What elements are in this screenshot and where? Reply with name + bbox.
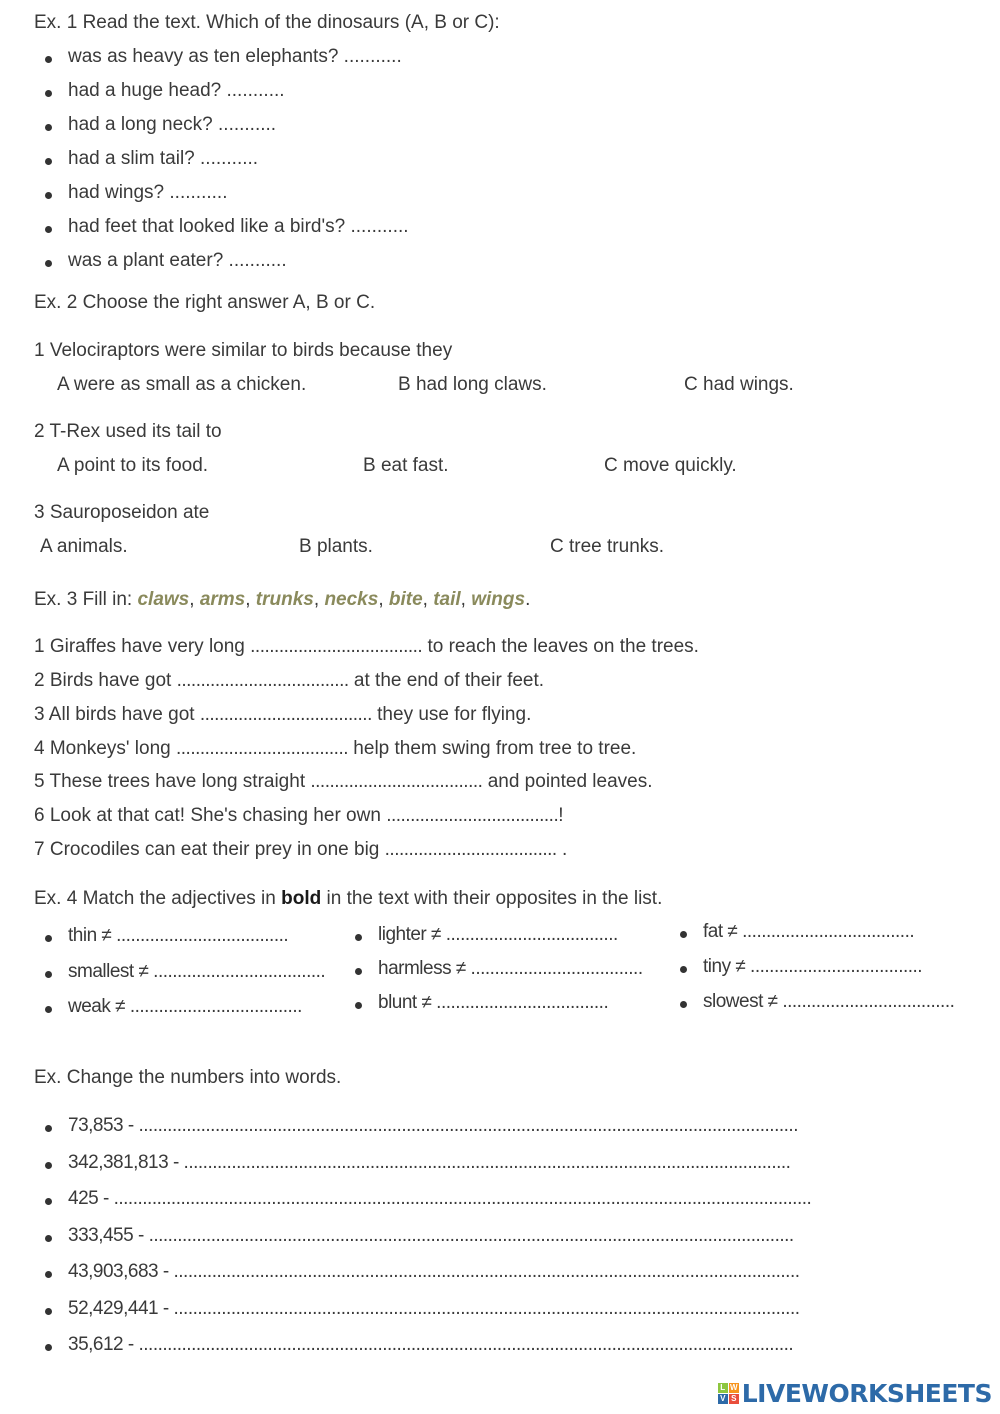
ex2-q1-option-b: B had long claws. — [398, 374, 547, 395]
ex2-q3-stem: 3 Sauroposeidon ate — [34, 502, 210, 523]
bullet-icon — [45, 56, 52, 63]
bullet-icon — [45, 158, 52, 165]
opposite-item[interactable]: weak ≠ .................................... — [68, 996, 302, 1017]
ex3-title: Ex. 3 Fill in: claws, arms, trunks, necks, bite, tail, wings. — [34, 589, 531, 610]
number-item[interactable]: 342,381,813 - ............................................................................................................................... — [68, 1152, 791, 1173]
list-item: had wings? ........... — [68, 182, 228, 203]
list-item: was a plant eater? ........... — [68, 250, 287, 271]
ex2-q2-option-c: C move quickly. — [604, 455, 737, 476]
ex1-title: Ex. 1 Read the text. Which of the dinosaurs (A, B or C): — [34, 12, 500, 33]
logo-text: LIVEWORKSHEETS — [741, 1378, 992, 1408]
ex2-q3-option-a: A animals. — [40, 536, 128, 557]
ex2-q2-stem: 2 T-Rex used its tail to — [34, 421, 222, 442]
opposite-item[interactable]: tiny ≠ .................................... — [703, 956, 923, 977]
bullet-icon — [355, 968, 362, 975]
bullet-icon — [45, 1344, 52, 1351]
bullet-icon — [45, 124, 52, 131]
bullet-icon — [45, 90, 52, 97]
word-bank-item: bite — [388, 589, 423, 610]
fill-sentence: 7 Crocodiles can eat their prey in one big .................................... . — [34, 839, 568, 860]
ex5-title: Ex. Change the numbers into words. — [34, 1067, 342, 1088]
word-bank-item: trunks — [255, 589, 314, 610]
bullet-icon — [45, 1271, 52, 1278]
ex2-q2-option-a: A point to its food. — [57, 455, 209, 476]
number-item[interactable]: 425 - .................................................................................................................................................. — [68, 1188, 812, 1209]
word-bank-item: necks — [324, 589, 379, 610]
opposite-item[interactable]: harmless ≠ .................................... — [378, 958, 643, 979]
word-bank-item: wings — [471, 589, 526, 610]
fill-sentence: 4 Monkeys' long .................................... help them swing from tree to tree. — [34, 738, 637, 759]
opposite-item[interactable]: slowest ≠ .................................... — [703, 991, 955, 1012]
fill-sentence: 3 All birds have got .................................... they use for flying. — [34, 704, 532, 725]
number-item[interactable]: 43,903,683 - ................................................................................................................................... — [68, 1261, 800, 1282]
answer-blank[interactable]: .................................... — [250, 636, 423, 657]
bullet-icon — [680, 1001, 687, 1008]
bullet-icon — [45, 1308, 52, 1315]
bullet-icon — [45, 260, 52, 267]
ex2-q1-stem: 1 Velociraptors were similar to birds because they — [34, 340, 453, 361]
logo-mark-icon: L W V S — [718, 1383, 739, 1404]
number-item[interactable]: 73,853 - .......................................................................................................................................... — [68, 1115, 798, 1136]
number-item[interactable]: 52,429,441 - ................................................................................................................................... — [68, 1298, 800, 1319]
ex2-q3-option-c: C tree trunks. — [550, 536, 665, 557]
bullet-icon — [45, 1235, 52, 1242]
bullet-icon — [45, 971, 52, 978]
bullet-icon — [680, 931, 687, 938]
fill-sentence: 5 These trees have long straight .................................... and pointed leaves. — [34, 771, 653, 792]
bullet-icon — [45, 1125, 52, 1132]
bullet-icon — [45, 1006, 52, 1013]
ex2-q1-option-a: A were as small as a chicken. — [57, 374, 307, 395]
ex2-q2-option-b: B eat fast. — [363, 455, 449, 476]
list-item: had a slim tail? ........... — [68, 148, 259, 169]
word-bank-item: tail — [433, 589, 461, 610]
fill-sentence: 1 Giraffes have very long .................................... to reach the leaves on the trees. — [34, 636, 699, 657]
opposite-item[interactable]: lighter ≠ .................................... — [378, 924, 618, 945]
opposite-item[interactable]: fat ≠ .................................... — [703, 921, 915, 942]
answer-blank[interactable]: .................................... — [386, 805, 559, 826]
opposite-item[interactable]: thin ≠ .................................... — [68, 925, 289, 946]
word-bank-item: claws — [137, 589, 190, 610]
ex4-title: Ex. 4 Match the adjectives in bold in the text with their opposites in the list. — [34, 888, 663, 909]
list-item: had a huge head? ........... — [68, 80, 285, 101]
ex2-title: Ex. 2 Choose the right answer A, B or C. — [34, 292, 376, 313]
answer-blank[interactable]: .................................... — [175, 738, 349, 759]
bullet-icon — [45, 226, 52, 233]
bullet-icon — [355, 934, 362, 941]
answer-blank[interactable]: .................................... — [199, 704, 372, 725]
bullet-icon — [45, 1162, 52, 1169]
number-item[interactable]: 333,455 - ....................................................................................................................................... — [68, 1225, 794, 1246]
answer-blank[interactable]: .................................... — [384, 839, 557, 860]
answer-blank[interactable]: .................................... — [310, 771, 483, 792]
fill-sentence: 6 Look at that cat! She's chasing her own ....................................! — [34, 805, 564, 826]
bullet-icon — [45, 192, 52, 199]
list-item: was as heavy as ten elephants? ........... — [68, 46, 402, 67]
ex2-q1-option-c: C had wings. — [684, 374, 794, 395]
opposite-item[interactable]: blunt ≠ .................................... — [378, 992, 609, 1013]
bullet-icon — [680, 966, 687, 973]
word-bank-item: arms — [199, 589, 246, 610]
list-item: had a long neck? ........... — [68, 114, 277, 135]
bullet-icon — [45, 1198, 52, 1205]
liveworksheets-logo — [718, 1378, 992, 1408]
number-item[interactable]: 35,612 - ......................................................................................................................................... — [68, 1334, 794, 1355]
bullet-icon — [45, 935, 52, 942]
bullet-icon — [355, 1002, 362, 1009]
answer-blank[interactable]: .................................... — [176, 670, 349, 691]
list-item: had feet that looked like a bird's? ........... — [68, 216, 409, 237]
opposite-item[interactable]: smallest ≠ .................................... — [68, 961, 326, 982]
fill-sentence: 2 Birds have got .................................... at the end of their feet. — [34, 670, 545, 691]
ex2-q3-option-b: B plants. — [299, 536, 373, 557]
